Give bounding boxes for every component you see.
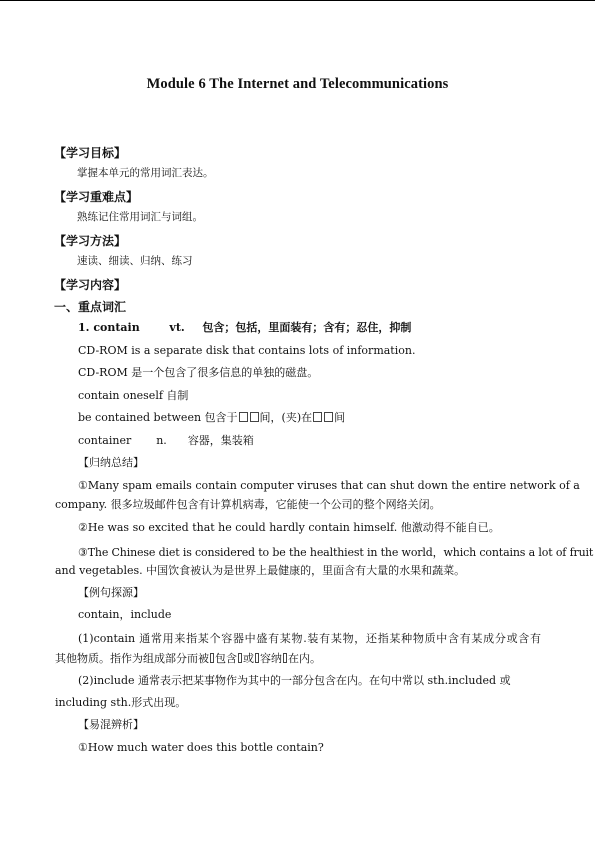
example-sentence-1: CD-ROM is a separate disk that contains lots of information. (78, 344, 416, 357)
heading-source: 【例句探源】 (78, 586, 144, 599)
heading-vocabulary: 一、重点词汇 (54, 300, 127, 314)
entry-meaning: 包含；包括，里面装有；含有；忍住，抑制 (202, 321, 412, 334)
blank-box (250, 412, 259, 422)
summary-1-line-2: company. 很多垃圾邮件包含有计算机病毒，它能使一个公司的整个网络关闭。 (55, 498, 441, 511)
heading-goals: 【学习目标】 (54, 146, 127, 160)
heading-confusion: 【易混辨析】 (78, 718, 144, 731)
methods-text: 速读、细读、归纳、练习 (77, 255, 193, 267)
summary-3-line-1: ③The Chinese diet is considered to be the healthiest in the world，which contains a lot of fruit (78, 546, 594, 559)
blank-box (313, 412, 322, 422)
source-p1-line-1: (1)contain 通常用来指某个容器中盛有某物.装有某物，还指某种物质中含有某成分或含有 (78, 632, 541, 645)
source-p2-line-2: including sth.形式出现。 (55, 696, 187, 709)
blank-box (324, 412, 333, 422)
entry-pos: vt. (169, 321, 185, 334)
top-rule (0, 0, 595, 1)
key-points-text: 熟练记住常用词汇与词组。 (77, 211, 203, 223)
entry-word: 1. contain (78, 321, 140, 334)
heading-methods: 【学习方法】 (54, 234, 127, 248)
phrase-container: container n. 容器，集装箱 (78, 434, 254, 447)
phrase-contain-oneself: contain oneself 自制 (78, 389, 189, 402)
goal-text: 掌握本单元的常用词汇表达。 (77, 167, 214, 179)
page-title: Module 6 The Internet and Telecommunications (146, 76, 449, 92)
blank-box (239, 412, 248, 422)
source-p2-line-1: (2)include 通常表示把某事物作为其中的一部分包含在内。在句中常以 sth.included 或 (78, 674, 511, 687)
confusion-example-1: ①How much water does this bottle contain? (78, 741, 324, 754)
source-words: contain，include (78, 608, 172, 621)
entry-headword (78, 321, 411, 335)
summary-1-line-1: ①Many spam emails contain computer viruses that can shut down the entire network of a (78, 479, 580, 492)
example-sentence-1-translation: CD-ROM 是一个包含了很多信息的单独的磁盘。 (78, 366, 319, 379)
summary-2: ②He was so excited that he could hardly contain himself. 他激动得不能自已。 (78, 521, 500, 534)
heading-content: 【学习内容】 (54, 278, 127, 292)
summary-3-line-2: and vegetables. 中国饮食被认为是世界上最健康的，里面含有大量的水果和蔬菜。 (55, 564, 466, 577)
heading-key-points: 【学习重难点】 (54, 190, 139, 204)
heading-summary: 【归纳总结】 (78, 456, 144, 469)
source-p1-line-2: 其他物质。指作为组成部分而被 包含 或 容纳 在内。 (55, 652, 321, 665)
phrase-be-contained-between: be contained between 包含于 间，(夹)在 间 (78, 411, 346, 424)
